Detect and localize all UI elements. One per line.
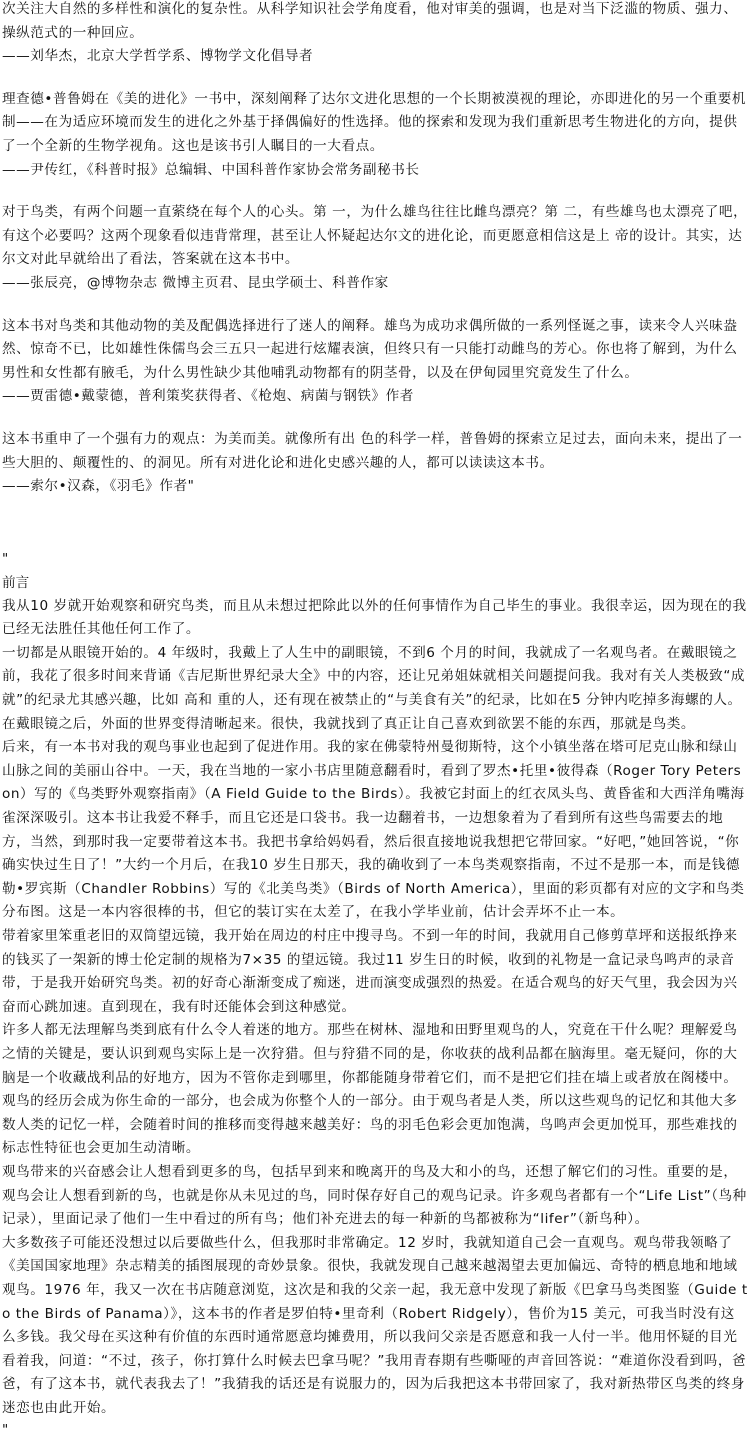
endorsement-author: ——刘华杰，北京大学哲学系、博物学文化倡导者	[2, 48, 314, 65]
preface-paragraph: 后来，有一本书对我的观鸟事业也起到了促进作用。我的家在佛蒙特州曼彻斯特，这个小镇坐落在塔可尼克山脉和绿山山脉之间的美丽山谷中。一天，我在当地的一家小书店里随意翻看时，看到了罗杰•托里•彼得森（Roger Tory Peterson）写的《鸟类野外观察指南》（A Field Guide to the Birds）。我被它封面上的红衣凤头鸟、黄昏雀和大西洋角嘴海雀深深吸引。这本书让我爱不释手，而且它还是口袋书。我一边翻着书，一边想象着为了看到所有这些鸟需要去的地方，当然，到那时我一定要带着这本书。我把书拿给妈妈看，然后很直接地说我想把它带回家。“好吧，”她回答说，“你确实快过生日了！”大约一个月后，在我10 岁生日那天，我的确收到了一本鸟类观察指南，不过不是那一本，而是钱德勒•罗宾斯（Chandler Robbins）写的《北美鸟类》（Birds of North America），里面的彩页都有对应的文字和鸟类分布图。这是一本内容很棒的书，但它的装订实在太差了，在我小学毕业前，估计会弄坏不止一本。	[2, 739, 745, 921]
endorsement-block	[2, 428, 748, 499]
preface-paragraph: 我从10 岁就开始观察和研究鸟类，而且从未想过把除此以外的任何事情作为自己毕生的事业。我很幸运，因为现在的我已经无法胜任其他任何工作了。	[2, 597, 747, 638]
endorsement-block	[2, 0, 748, 69]
preface-paragraph: 带着家里笨重老旧的双筒望远镜，我开始在周边的村庄中搜寻鸟。不到一年的时间，我就用自己修剪草坪和送报纸挣来的钱买了一架新的博士伦定制的规格为7×35 的望远镜。我过11 岁生日的时候，收到的礼物是一盒记录鸟鸣声的录音带，于是我开始研究鸟类。初的好奇心渐渐变成了痴迷，进而演变成强烈的热爱。在适合观鸟的好天气里，我会因为兴奋而心跳加速。直到现在，我有时还能体会到这种感觉。	[2, 928, 738, 1015]
endorsement-author: ——尹传红，《科普时报》总编辑、中国科普作家协会常务副秘书长	[2, 161, 420, 178]
section-spacer	[2, 499, 748, 547]
endorsement-text: 理查德•普鲁姆在《美的进化》一书中，深刻阐释了达尔文进化思想的一个长期被漠视的理论，亦即进化的另一个重要机制——在为适应环境而发生的进化之外基于择偶偏好的性选择。他的探索和发现为我们重新思考生物进化的方向，提供了一个全新的生物学视角。这也是该书引人瞩目的一大看点。	[2, 90, 747, 154]
endorsements-section	[2, 0, 748, 499]
preface-paragraph: 大多数孩子可能还没想过以后要做些什么，但我那时非常确定。12 岁时，我就知道自己会一直观鸟。观鸟带我领略了《美国国家地理》杂志精美的插图展现的奇妙景象。很快，我就发现自己越来越渴望去更加偏远、奇特的栖息地和地域观鸟。1976 年，我又一次在书店随意浏览，这次是和我的父亲一起，我无意中发现了新版《巴拿马鸟类图鉴（Guide to the Birds of Panama）》，这本书的作者是罗伯特•里奇利（Robert Ridgely），售价为15 美元，可我当时没有这么多钱。我父母在买这种有价值的东西时通常愿意均摊费用，所以我问父亲是否愿意和我一人付一半。他用怀疑的目光看着我，问道：“不过，孩子，你打算什么时候去巴拿马呢？”我用青春期有些嘶哑的声音回答说：“难道你没看到吗，爸爸，有了这本书，就代表我去了！”我猜我的话还是有说服力的，因为后我把这本书带回家了，我对新热带区鸟类的终身迷恋也由此开始。	[2, 1234, 748, 1416]
opening-quote-mark: "	[2, 550, 9, 567]
endorsement-text: 对于鸟类，有两个问题一直萦绕在每个人的心头。第 一，为什么雄鸟往往比雌鸟漂亮？第 二，有些雄鸟也太漂亮了吧，有这个必要吗？这两个现象看似违背常理，甚至让人怀疑起达尔文的进化论，而更愿意相信这是上 帝的设计。其实，达尔文对此早就给出了看法，答案就在这本书中。	[2, 204, 748, 268]
endorsement-author: ——张辰亮，@博物杂志 微博主页君、昆虫学硕士、科普作家	[2, 274, 389, 291]
endorsement-block	[2, 315, 748, 409]
preface-title: 前言	[2, 574, 30, 591]
preface-paragraph: 一切都是从眼镜开始的。4 年级时，我戴上了人生中的副眼镜，不到6 个月的时间，我就成了一名观鸟者。在戴眼镜之前，我花了很多时间来背诵《吉尼斯世界纪录大全》中的内容，还让兄弟姐妹就相关问题提问我。我对有关人类极致“成就”的纪录尤其感兴趣，比如 高和 重的人，还有现在被禁止的“与美食有关”的纪录，比如在5 分钟内吃掉多海螺的人。在戴眼镜之后，外面的世界变得清晰起来。很快，我就找到了真正让自己喜欢到欲罢不能的东西，那就是鸟类。	[2, 644, 746, 732]
preface-paragraph: 许多人都无法理解鸟类到底有什么令人着迷的地方。那些在树林、湿地和田野里观鸟的人，究竟在干什么呢？理解爱鸟之情的关键是，要认识到观鸟实际上是一次狩猎。但与狩猎不同的是，你收获的战利品都在脑海里。毫无疑问，你的大脑是一个收藏战利品的好地方，因为不管你走到哪里，你都能随身带着它们，而不是把它们挂在墙上或者放在阁楼中。观鸟的经历会成为你生命的一部分，也会成为你整个人的一部分。由于观鸟者是人类，所以这些观鸟的记忆和其他大多数人类的记忆一样，会随着时间的推移而变得越来越美好：鸟的羽毛色彩会更加饱满，鸟鸣声会更加悦耳，那些难找的标志性特征也会更加生动清晰。	[2, 1022, 738, 1157]
endorsement-author: ——贾雷德•戴蒙德，普利策奖获得者、《枪炮、病菌与钢铁》作者	[2, 388, 414, 405]
endorsement-author: ——索尔•汉森，《羽毛》作者"	[2, 478, 195, 495]
endorsement-text: 次关注大自然的多样性和演化的复杂性。从科学知识社会学角度看，他对审美的强调，也是对当下泛滥的物质、强力、操纵范式的一种回应。	[2, 1, 738, 41]
endorsement-text: 这本书重申了一个强有力的观点：为美而美。就像所有出 色的科学一样，普鲁姆的探索立足过去，面向未来，提出了一些大胆的、颠覆性的、的洞见。所有对进化论和进化史感兴趣的人，都可以读读这本书。	[2, 430, 743, 471]
closing-quote-mark: "	[2, 1422, 9, 1439]
endorsement-block	[2, 88, 748, 182]
preface-paragraph: 观鸟带来的兴奋感会让人想看到更多的鸟，包括早到来和晚离开的鸟及大和小的鸟，还想了解它们的习性。重要的是，观鸟会让人想看到新的鸟，也就是你从未见过的鸟，同时保存好自己的观鸟记录。许多观鸟者都有一个“Life List”（鸟种记录），里面记录了他们一生中看过的所有鸟；他们补充进去的每一种新的鸟都被称为“lifer”（新鸟种）。	[2, 1163, 747, 1228]
preface-section	[2, 547, 748, 1440]
endorsement-text: 这本书对鸟类和其他动物的美及配偶选择进行了迷人的阐释。雄鸟为成功求偶所做的一系列怪诞之事，读来令人兴味盎然、惊奇不已，比如雄性侏儒鸟会三五只一起进行炫耀表演，但终只有一只能打动雌鸟的芳心。你也将了解到，为什么男性和女性都有腋毛，为什么男性缺少其他哺乳动物都有的阴茎骨，以及在伊甸园里究竟发生了什么。	[2, 317, 738, 381]
endorsement-block	[2, 201, 748, 295]
